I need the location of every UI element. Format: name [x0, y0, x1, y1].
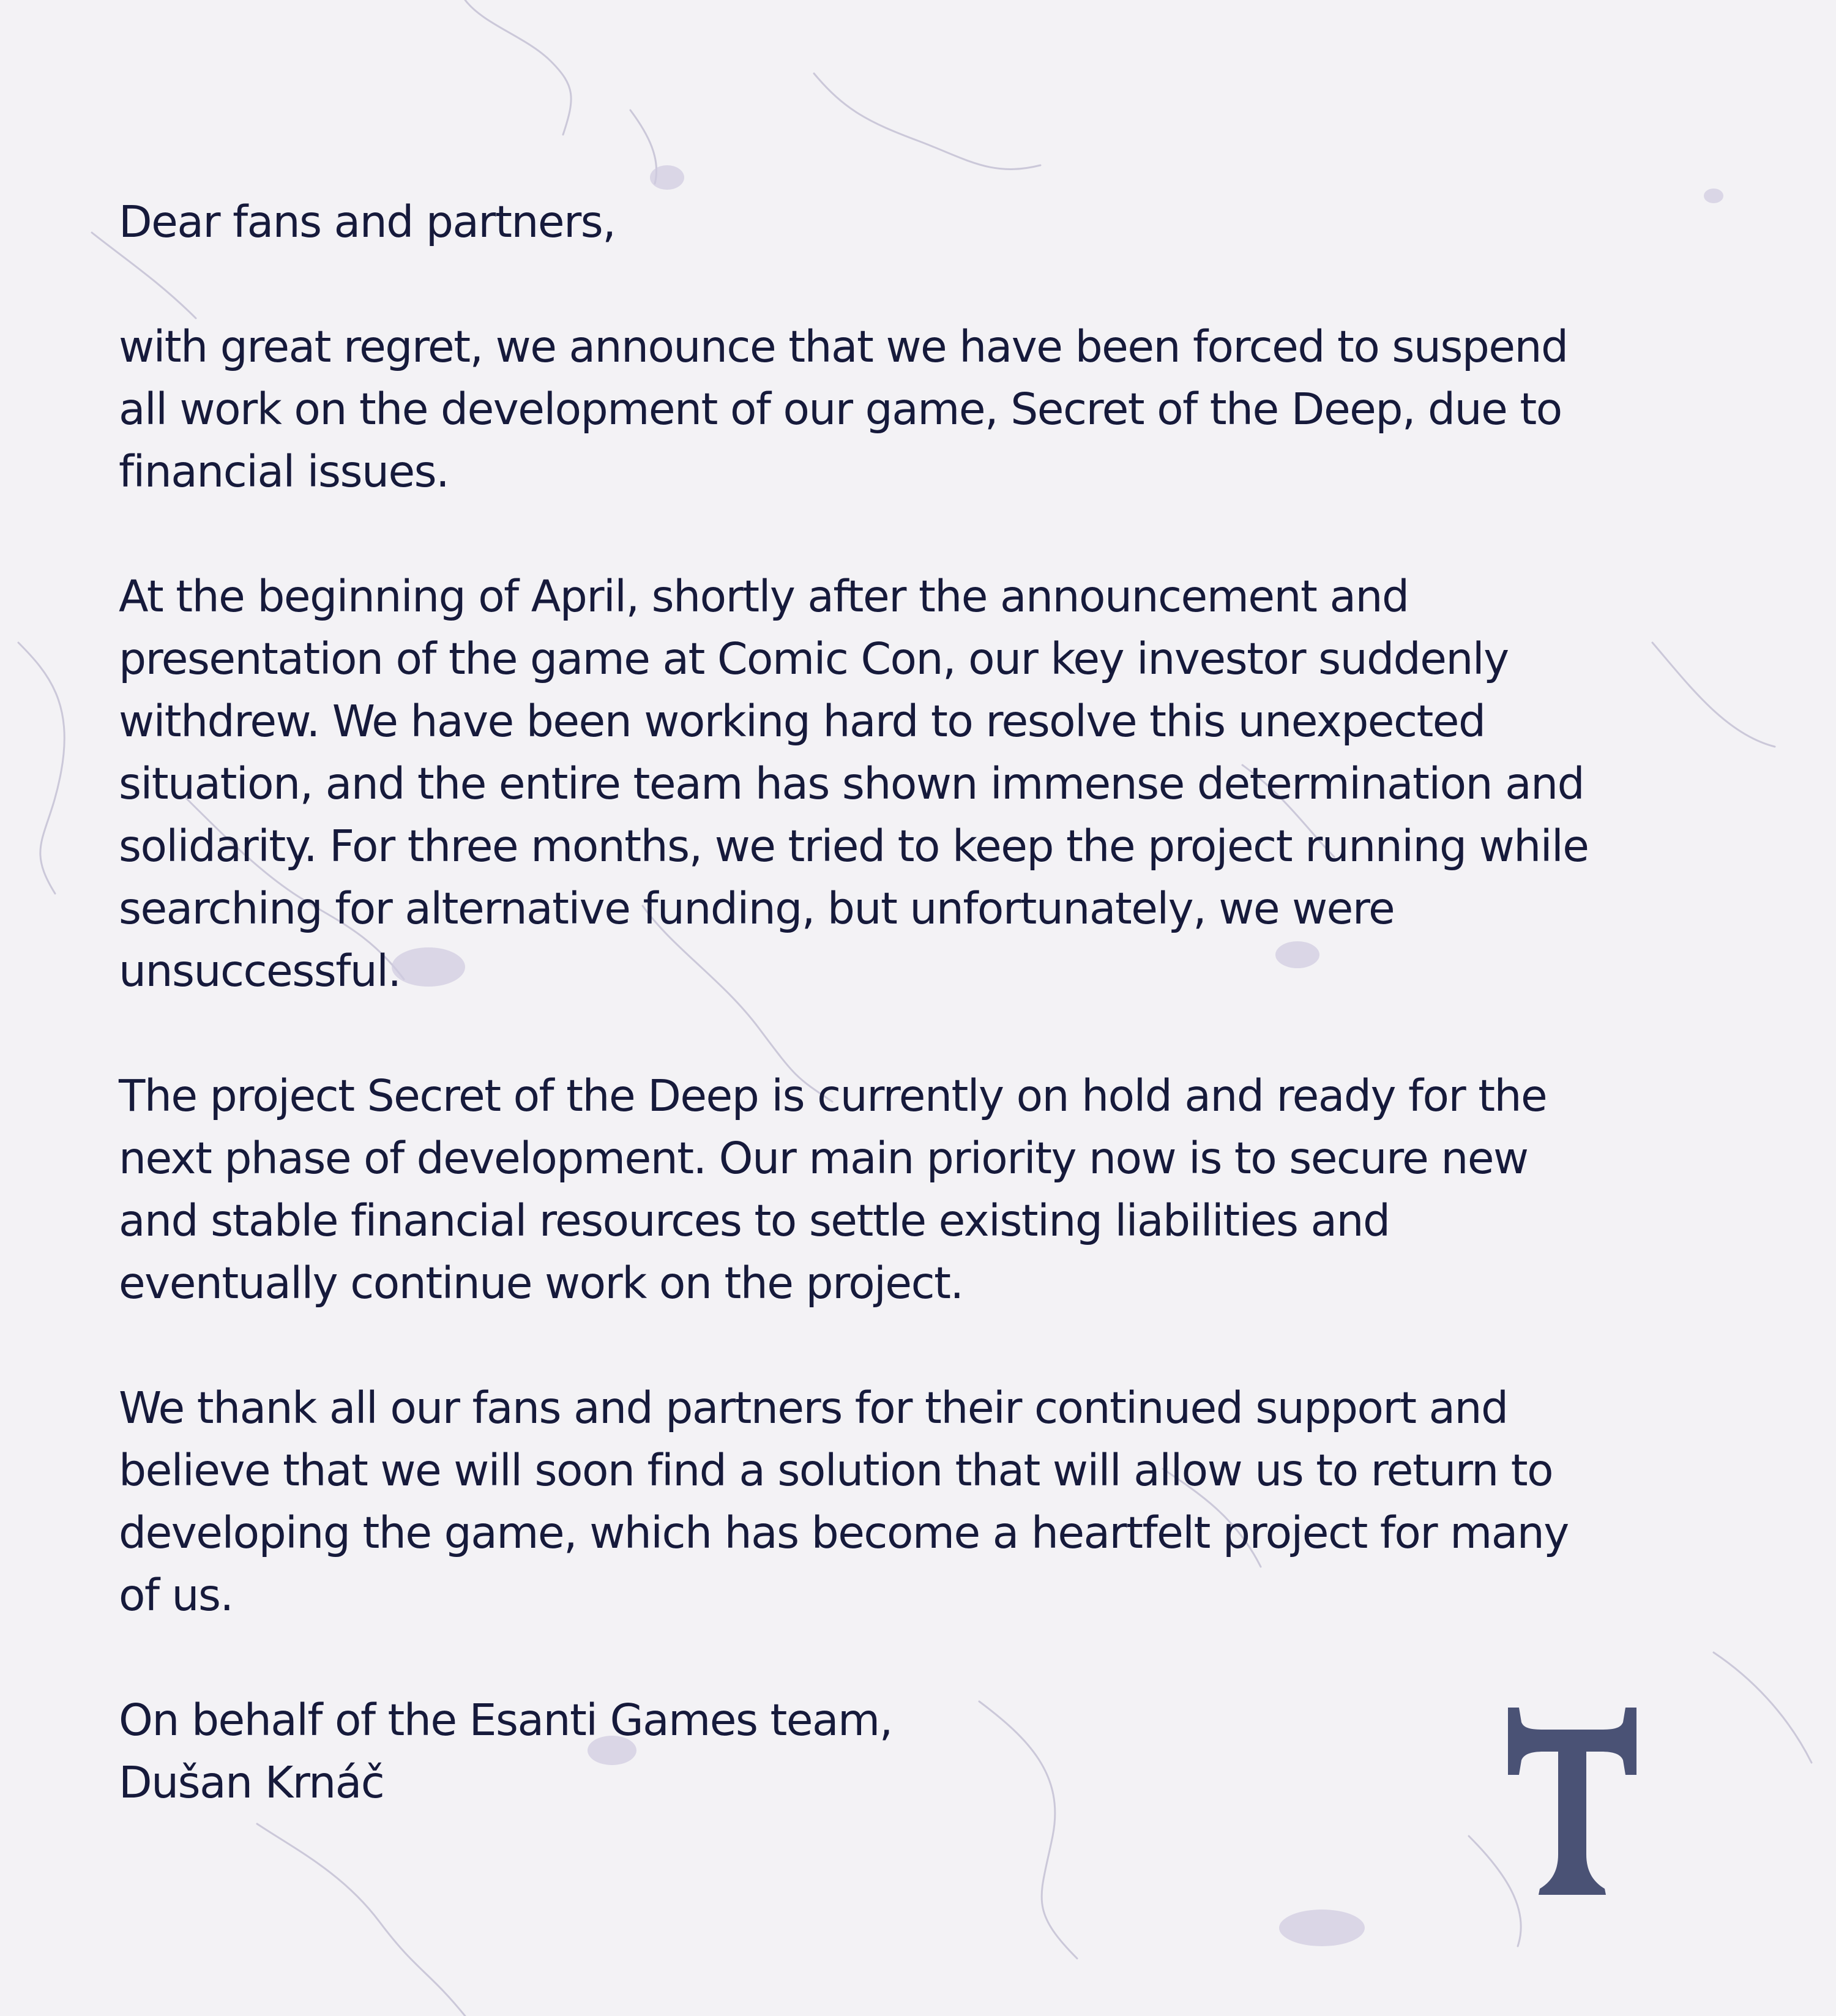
text-line: situation, and the entire team has shown immense determination and	[119, 758, 1584, 809]
text-line: solidarity. For three months, we tried to keep the project running while	[119, 821, 1589, 872]
text-line: with great regret, we announce that we have been forced to suspend	[119, 321, 1568, 372]
paragraph-suspension	[119, 316, 1808, 503]
text-line: developing the game, which has become a heartfelt project for many	[119, 1507, 1569, 1558]
text-line: presentation of the game at Comic Con, our key investor suddenly	[119, 633, 1509, 684]
letter-body	[119, 191, 1808, 1814]
paragraph-on-hold	[119, 1065, 1808, 1315]
paragraph-investor	[119, 566, 1808, 1002]
greeting: Dear fans and partners,	[119, 196, 616, 247]
tau-cross-icon	[1507, 1708, 1638, 1895]
text-line: believe that we will soon find a solution that will allow us to return to	[119, 1445, 1553, 1496]
text-line: financial issues.	[119, 446, 449, 497]
paragraph-thanks	[119, 1377, 1808, 1627]
text-line: searching for alternative funding, but unfortunately, we were	[119, 883, 1395, 934]
signoff: On behalf of the Esanti Games team,	[119, 1695, 892, 1745]
text-line: and stable financial resources to settle existing liabilities and	[119, 1195, 1390, 1246]
text-line: next phase of development. Our main priority now is to secure new	[119, 1133, 1528, 1184]
text-line: all work on the development of our game, Secret of the Deep, due to	[119, 384, 1562, 435]
text-line: of us.	[119, 1570, 233, 1621]
text-line: We thank all our fans and partners for their continued support and	[119, 1383, 1508, 1433]
text-line: unsuccessful.	[119, 946, 401, 996]
text-line: The project Secret of the Deep is currently on hold and ready for the	[119, 1070, 1547, 1121]
text-line: withdrew. We have been working hard to resolve this unexpected	[119, 696, 1485, 747]
text-line: eventually continue work on the project.	[119, 1258, 963, 1309]
signature-name: Dušan Krnáč	[119, 1757, 384, 1808]
text-line: At the beginning of April, shortly after the announcement and	[119, 571, 1409, 622]
